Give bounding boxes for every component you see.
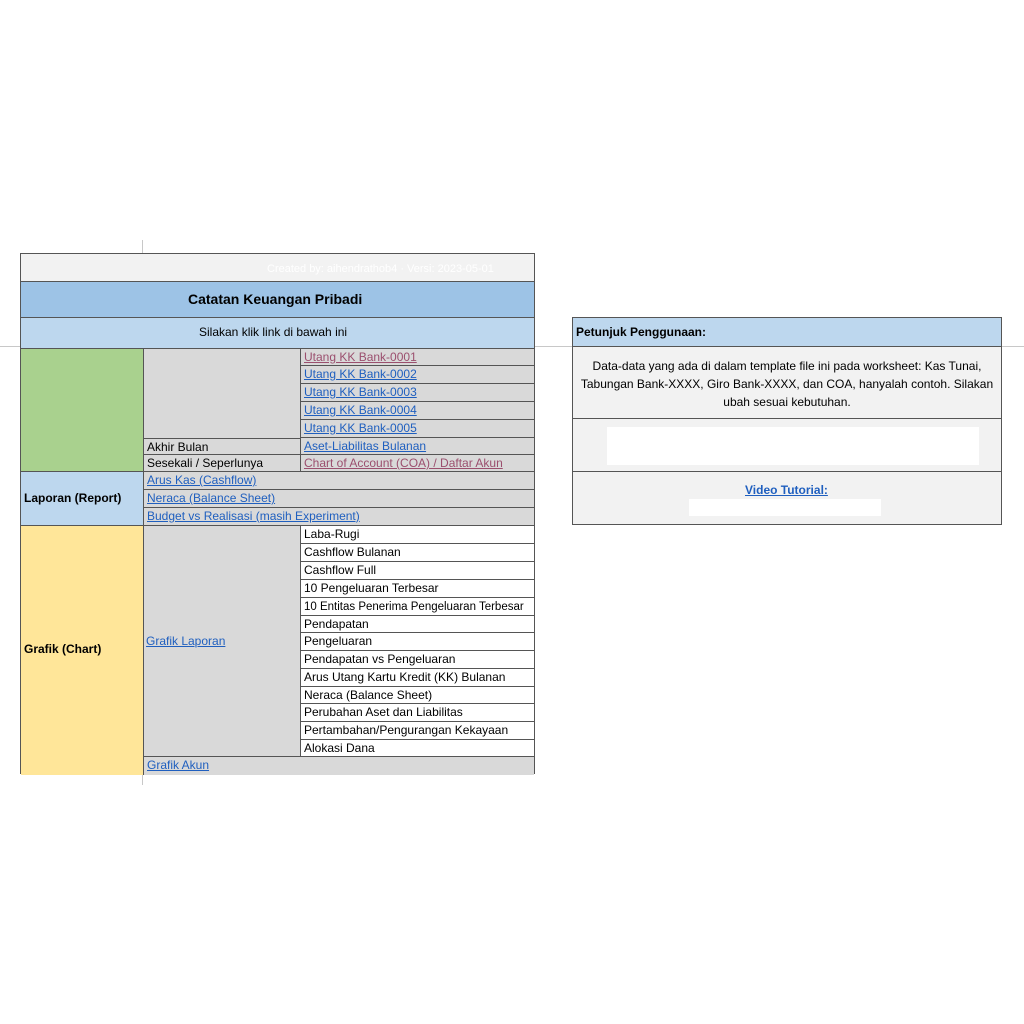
chart-item-label[interactable]: Arus Utang Kartu Kredit (KK) Bulanan (304, 670, 506, 684)
chart-item-row (300, 526, 534, 544)
chart-item-label[interactable]: Cashflow Full (304, 563, 377, 577)
utang-row (300, 420, 534, 438)
chart-item-row (300, 687, 534, 704)
utang-link[interactable]: Utang KK Bank-0004 (304, 403, 417, 417)
utang-row (300, 366, 534, 384)
utang-link[interactable]: Utang KK Bank-0002 (304, 367, 417, 381)
utang-link[interactable]: Utang KK Bank-0001 (304, 350, 417, 364)
chart-item-label[interactable]: Pengeluaran (304, 634, 373, 648)
budget-link[interactable]: Budget vs Realisasi (masih Experiment) (147, 509, 360, 523)
petunjuk-title: Petunjuk Penggunaan: (576, 325, 707, 339)
laporan-row (143, 508, 534, 526)
grafik-laporan-link[interactable]: Grafik Laporan (146, 634, 226, 648)
utang-row (300, 402, 534, 420)
akhir-bulan-label-cell (143, 438, 300, 455)
chart-item-row (300, 544, 534, 562)
chart-item-row (300, 580, 534, 598)
grafik-label: Grafik (Chart) (24, 642, 102, 656)
chart-item-label[interactable]: Perubahan Aset dan Liabilitas (304, 705, 463, 719)
video-tutorial-link[interactable]: Video Tutorial: (745, 483, 828, 497)
left-table (20, 253, 535, 774)
akhir-bulan-label: Akhir Bulan (147, 440, 209, 454)
laporan-row (143, 472, 534, 490)
chart-item-row (300, 562, 534, 580)
chart-item-label[interactable]: Pendapatan (304, 617, 369, 631)
chart-item-row (300, 669, 534, 687)
video-placeholder (689, 499, 881, 516)
grafik-akun-link[interactable]: Grafik Akun (147, 758, 210, 772)
divider (573, 471, 1001, 472)
chart-item-row (300, 704, 534, 722)
chart-item-row (300, 616, 534, 633)
chart-item-label[interactable]: 10 Entitas Penerima Pengeluaran Terbesar (304, 601, 524, 613)
chart-item-label[interactable]: Cashflow Bulanan (304, 545, 401, 559)
page-subtitle: Silakan klik link di bawah ini (199, 325, 348, 339)
petunjuk-panel (572, 317, 1002, 525)
grafik-akun-cell (143, 757, 534, 775)
arus-kas-link[interactable]: Arus Kas (Cashflow) (147, 473, 257, 487)
laporan-label: Laporan (Report) (24, 491, 122, 505)
chart-item-row (300, 740, 534, 757)
divider (573, 418, 1001, 419)
sesekali-label-cell (143, 455, 300, 472)
utang-link[interactable]: Utang KK Bank-0005 (304, 421, 417, 435)
page-title: Catatan Keuangan Pribadi (188, 291, 363, 307)
chart-item-label[interactable]: Alokasi Dana (304, 741, 375, 755)
akhir-bulan-link-cell (300, 438, 534, 455)
chart-item-label[interactable]: Pendapatan vs Pengeluaran (304, 652, 456, 666)
chart-item-row (300, 633, 534, 651)
chart-item-label[interactable]: 10 Pengeluaran Terbesar (304, 581, 439, 595)
utang-row (300, 384, 534, 402)
utang-row (300, 348, 534, 366)
neraca-link[interactable]: Neraca (Balance Sheet) (147, 491, 276, 505)
chart-item-label[interactable]: Pertambahan/Pengurangan Kekayaan (304, 723, 509, 737)
green-category-cell (21, 348, 143, 472)
chart-item-label[interactable]: Neraca (Balance Sheet) (304, 688, 433, 702)
aset-liabilitas-link[interactable]: Aset-Liabilitas Bulanan (304, 439, 427, 453)
chart-item-label[interactable]: Laba-Rugi (304, 527, 360, 541)
laporan-row (143, 490, 534, 508)
sesekali-label: Sesekali / Seperlunya (147, 456, 264, 470)
utang-link[interactable]: Utang KK Bank-0003 (304, 385, 417, 399)
petunjuk-body: Data-data yang ada di dalam template file ini pada worksheet: Kas Tunai, Tabungan Bank-XXXX, Giro Bank-XXXX, dan COA, hanyalah contoh. Silakan ubah sesuai kebutuhan. (580, 359, 994, 409)
chart-item-row (300, 651, 534, 669)
chart-item-row (300, 722, 534, 740)
blank-field (607, 427, 979, 465)
credit-text: Created by: aihendrathob4 · Versi: 2023-05-01 (267, 263, 494, 275)
coa-link[interactable]: Chart of Account (COA) / Daftar Akun (304, 456, 503, 470)
sesekali-link-cell (300, 455, 534, 472)
green-subcategory-cell (143, 348, 300, 438)
chart-item-row (300, 598, 534, 616)
